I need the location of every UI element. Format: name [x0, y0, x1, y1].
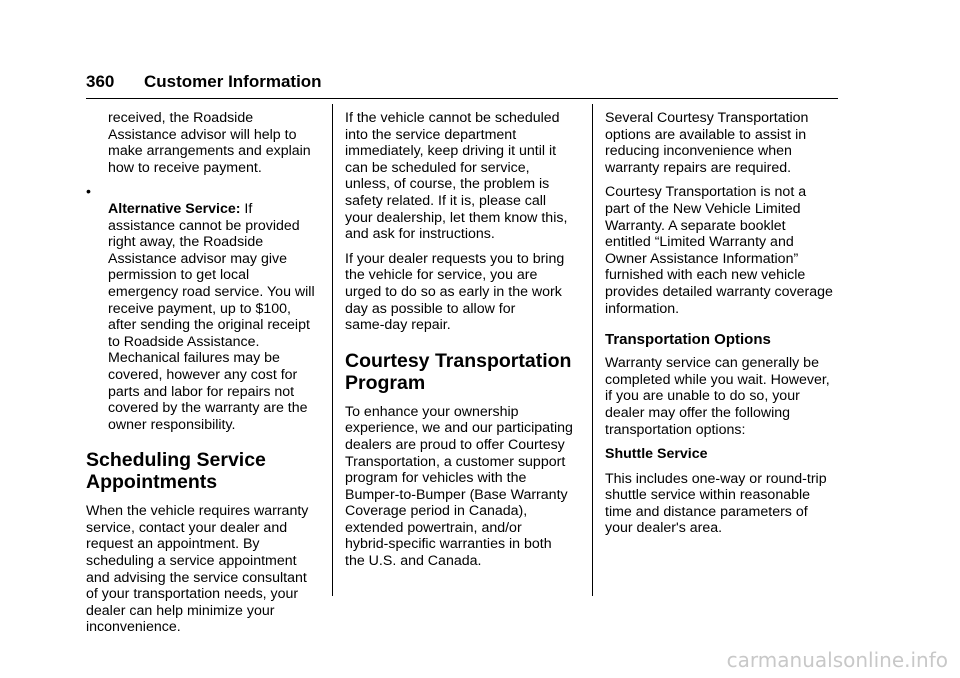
section-title: Customer Information — [144, 72, 322, 91]
bullet-alternative-service — [86, 184, 322, 433]
column-divider-1 — [332, 104, 333, 596]
heading-scheduling-service: Scheduling Service Appointments — [86, 449, 266, 494]
paragraph-scheduling: When the vehicle requires warranty service, contact your dealer and request an appointment. By scheduling a service appointment and advising the service consultant of your transportation needs, your dealer can help minimize your inconvenience. — [86, 503, 309, 636]
paragraph-dealer-requests: If your dealer requests you to bring the vehicle for service, you are urged to do so as early in the work day as possible to allow for same-day repair. — [345, 250, 565, 334]
column-1 — [86, 110, 322, 644]
watermark: carmanualsonline.info — [726, 648, 948, 672]
subheading-shuttle-service: Shuttle Service — [605, 446, 708, 463]
paragraph-not-warranty: Courtesy Transportation is not a part of the New Vehicle Limited Warranty. A separate booklet entitled “Limited Warranty and Owner Assistance Information” furnished with each new vehicle provides detailed warranty coverage information. — [605, 184, 833, 317]
paragraph-shuttle: This includes one-way or round-trip shuttle service within reasonable time and distance parameters of your dealer's area. — [605, 470, 827, 537]
bullet-mark: • — [86, 184, 91, 201]
header-rule — [86, 98, 838, 99]
heading-transportation-options: Transportation Options — [605, 331, 771, 349]
paragraph-options-available: Several Courtesy Transportation options are available to assist in reducing inconvenience when warranty repairs are required. — [605, 110, 809, 176]
bullet-label: Alternative Service: — [108, 200, 241, 217]
column-divider-2 — [592, 104, 593, 596]
column-3 — [605, 110, 845, 545]
page-header — [86, 72, 838, 94]
paragraph-warranty-service: Warranty service can generally be completed while you wait. However, if you are unable to do so, your dealer may offer the following transportation options: — [605, 355, 830, 438]
bullet-first-text: If — [240, 200, 253, 217]
page-number: 360 — [86, 72, 115, 91]
paragraph-roadside-payment: received, the Roadside Assistance advisor will help to make arrangements and explain how to receive payment. — [108, 110, 311, 176]
paragraph-courtesy-program: To enhance your ownership experience, we and our participating dealers are proud to offer Courtesy Transportation, a customer support program for vehicles with the Bumper-to-Bumper (Base Warranty Coverage period in Canada), extended powertrain, and/or hybrid-specific warranties in both the U.S. and Canada. — [345, 403, 573, 570]
bullet-body: assistance cannot be provided right away, the Roadside Assistance advisor may give permission to get local emergency road service. You will receive payment, up to $100, after sending the original receipt to Roadside Assistance. Mechanical failures may be covered, however any cost for parts and labor for repairs not covered by the warranty are the owner responsibility. — [108, 217, 315, 433]
heading-courtesy-transportation: Courtesy Transportation Program — [345, 349, 572, 394]
paragraph-cannot-schedule: If the vehicle cannot be scheduled into the service department immediately, keep driving it until it can be scheduled for service, unless, of course, the problem is safety related. If it is, please call your dealership, let them know this, and ask for instructions. — [345, 110, 568, 243]
column-2 — [345, 110, 585, 578]
